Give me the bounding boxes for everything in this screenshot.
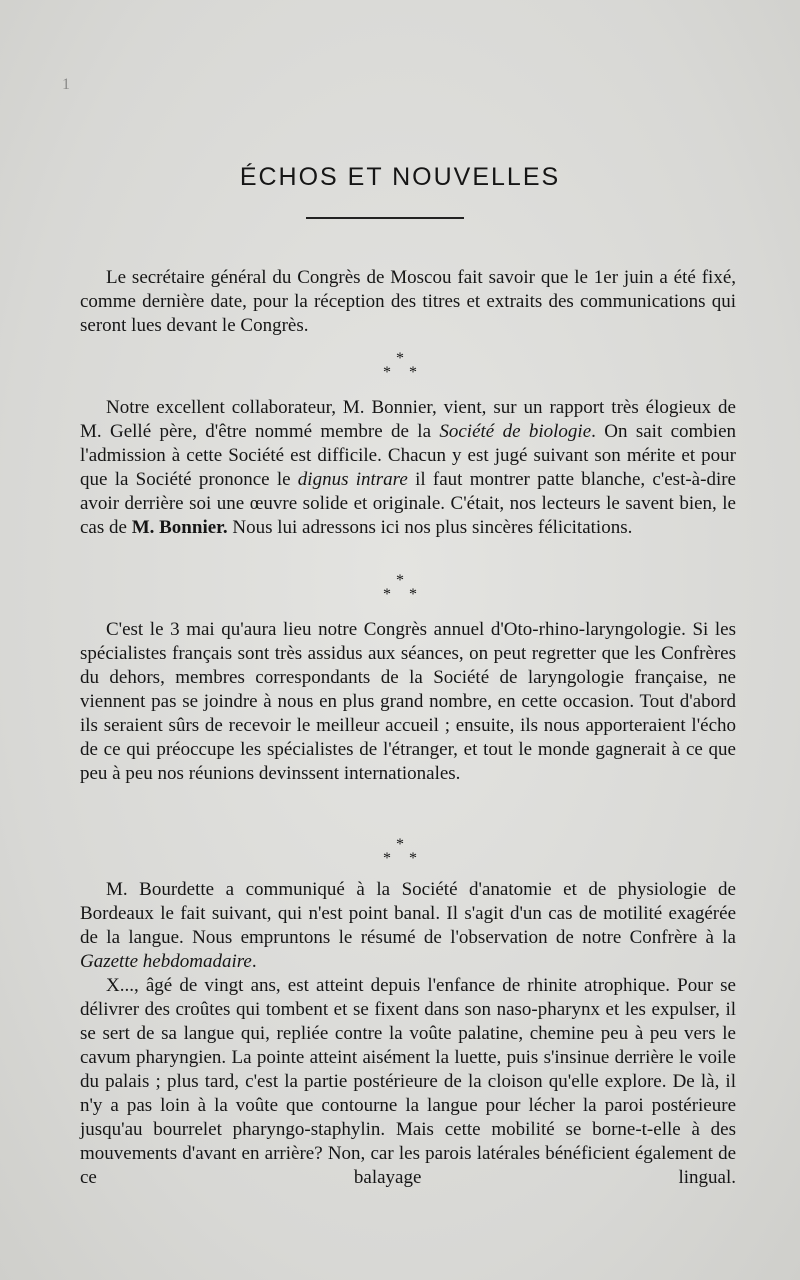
- paragraph-2: [80, 396, 736, 540]
- asterism-divider-1: [0, 352, 800, 380]
- asterism-divider-3: [0, 838, 800, 866]
- asterism-top: *: [396, 350, 404, 367]
- paragraph-2-part-g: Nous lui adressons ici nos plus sincères félicitations.: [227, 517, 633, 538]
- m-bonnier: M. Bonnier.: [131, 517, 228, 538]
- news-item-congres-annuel: [80, 618, 736, 786]
- asterism-top: *: [396, 836, 404, 853]
- asterism-top: *: [396, 572, 404, 589]
- asterism-bottom: **: [383, 364, 435, 381]
- paragraph-1: Le secrétaire général du Congrès de Moscou fait savoir que le 1er juin a été fixé, comme dernière date, pour la réception des titres et extraits des communications qui seront lues devant le Congrès.: [80, 267, 736, 336]
- societe-de-biologie: Société de biologie: [439, 421, 592, 442]
- paragraph-4-part-a: M. Bourdette a communiqué à la Société d'anatomie et de physiologie de Bordeaux le fait suivant, qui n'est point banal. Il s'agit d'un cas de motilité exagérée de la langue. Nous empruntons le résumé de l'observation de notre Confrère à la: [80, 879, 736, 948]
- news-item-bonnier: [80, 396, 736, 540]
- title-rule: [306, 217, 464, 219]
- paragraph-2-part-e: il faut montrer patte blanche, c'est-à-dire avoir derrière soi une œuvre solide et originale. C'était, nos lecteurs le savent bien, le cas de: [80, 469, 736, 538]
- asterism-divider-2: [0, 574, 800, 602]
- news-item-bourdette: [80, 878, 736, 1190]
- paragraph-2-part-a: Notre excellent collaborateur, M. Bonnier, vient, sur un rapport très élogieux de M. Gellé père, d'être nommé membre de la: [80, 397, 736, 442]
- paragraph-3: C'est le 3 mai qu'aura lieu notre Congrès annuel d'Oto-rhino-laryngologie. Si les spécialistes français sont très assidus aux séances, on peut regretter que les Confrères du dehors, membres correspondants de la Société de laryngologie française, ne viennent pas se joindre à nous en plus grand nombre, en cette occasion. Tout d'abord ils seraient sûrs de recevoir le meilleur accueil ; ensuite, ils nous apporteraient l'écho de ce qui préoccupe les spécialistes de l'étranger, et tout le monde gagnerait à ce que peu à peu nos réunions devinssent internationales.: [80, 619, 736, 784]
- paragraph-2-part-c: . On sait combien l'admission à cette Société est difficile. Chacun y est jugé suivant son mérite et pour que la Société prononce le: [80, 421, 737, 490]
- paragraph-5: X..., âgé de vingt ans, est atteint depuis l'enfance de rhinite atrophique. Pour se délivrer des croûtes qui tombent et se fixent dans son naso-pharynx et les expulser, il se sert de sa langue qui, repliée contre la voûte palatine, chemine peu à peu vers le cavum pharyngien. La pointe atteint aisément la luette, puis s'insinue derrière le voile du palais ; plus tard, c'est la partie postérieure de la cloison qu'elle explore. De là, il n'y a pas loin à la voûte que contourne la langue pour lécher la paroi postérieure jusqu'au bourrelet pharyngo-staphylin. Mais cette mobilité se borne-t-elle à des mouvements d'avant en arrière? Non, car les parois latérales bénéficient également de ce balayage lingual.: [80, 975, 736, 1188]
- asterism-bottom: **: [383, 850, 435, 867]
- dignus-intrare: dignus intrare: [297, 469, 408, 490]
- paragraph-4: [80, 878, 736, 974]
- asterism-bottom: **: [383, 586, 435, 603]
- page-number: 1: [62, 76, 84, 93]
- news-item-congres-moscou: [80, 266, 736, 338]
- gazette-hebdomadaire: Gazette hebdomadaire: [80, 951, 252, 972]
- section-title: ÉCHOS ET NOUVELLES: [239, 162, 561, 191]
- paragraph-4-part-c: .: [251, 951, 257, 972]
